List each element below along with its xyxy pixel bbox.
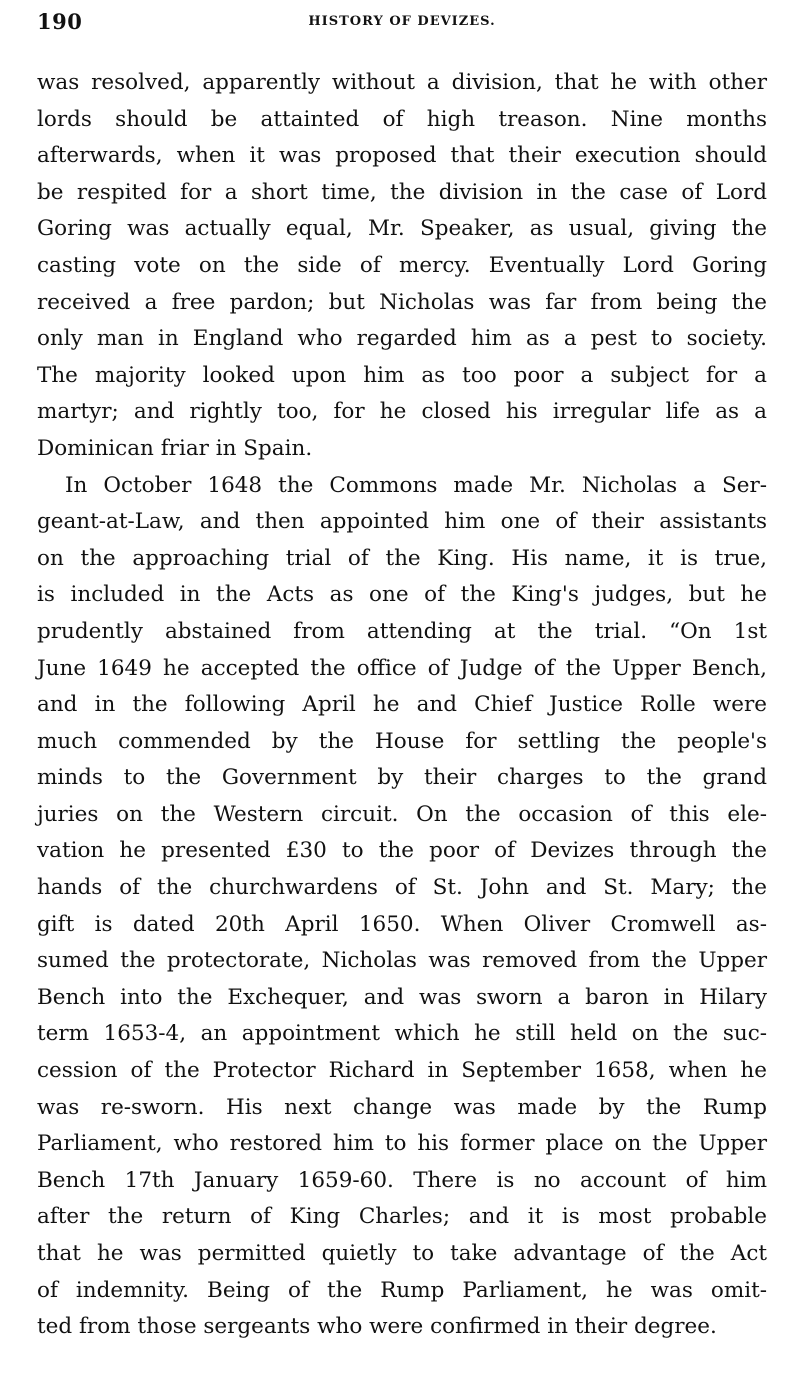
paragraph-1 [37, 65, 767, 468]
text-line: afterwards, when it was proposed that their execution should [37, 143, 767, 169]
text-line: cession of the Protector Richard in September 1658, when he [37, 1058, 767, 1084]
text-line: and in the following April he and Chief Justice Rolle were [37, 692, 767, 718]
page-number: 190 [37, 9, 83, 34]
text-line: Parliament, who restored him to his former place on the Upper [37, 1131, 767, 1157]
paragraph-2 [37, 468, 767, 1346]
text-line: term 1653-4, an appointment which he still held on the suc- [37, 1021, 767, 1047]
text-line: that he was permitted quietly to take advantage of the Act [37, 1241, 767, 1266]
text-line: sumed the protectorate, Nicholas was removed from the Upper [37, 948, 767, 974]
text-line: Bench into the Exchequer, and was sworn a baron in Hilary [37, 984, 767, 1010]
running-head [37, 0, 767, 44]
text-line: Dominican friar in Spain. [37, 435, 313, 461]
text-line: only man in England who regarded him as a pest to society. [37, 326, 767, 352]
text-line: geant-at-Law, and then appointed him one of their assistants [37, 509, 767, 535]
text-line: much commended by the House for settling the people's [37, 728, 767, 754]
text-line: of indemnity. Being of the Rump Parliament, he was omit- [37, 1277, 767, 1303]
text-line: The majority looked upon him as too poor a subject for a [37, 362, 767, 388]
text-line: martyr; and rightly too, for he closed his irregular life as a [37, 399, 767, 425]
text-line: Goring was actually equal, Mr. Speaker, as usual, giving the [37, 216, 767, 242]
text-line: minds to the Government by their charges to the grand [37, 765, 767, 791]
text-line: ted from those sergeants who were confirmed in their degree. [37, 1314, 717, 1340]
text-line: is included in the Acts as one of the King's judges, but he [37, 582, 767, 608]
text-line: vation he presented £30 to the poor of Devizes through the [37, 838, 767, 864]
body-text [37, 65, 767, 1346]
text-line: be respited for a short time, the division in the case of Lord [37, 179, 767, 205]
text-line: received a free pardon; but Nicholas was far from being the [37, 289, 767, 315]
running-title: HISTORY OF DEVIZES. [308, 14, 496, 29]
text-line: was resolved, apparently without a division, that he with other [37, 70, 767, 95]
text-line: on the approaching trial of the King. His name, it is true, [37, 545, 767, 571]
text-line: gift is dated 20th April 1650. When Oliver Cromwell as- [37, 911, 767, 937]
book-page [37, 0, 767, 1397]
text-line: casting vote on the side of mercy. Eventually Lord Goring [37, 252, 767, 278]
text-line: was re-sworn. His next change was made by the Rump [37, 1094, 767, 1120]
text-line: June 1649 he accepted the office of Judge of the Upper Bench, [37, 655, 767, 681]
text-line: lords should be attainted of high treason. Nine months [37, 106, 767, 132]
text-line: Bench 17th January 1659-60. There is no account of him [37, 1167, 767, 1193]
text-line: prudently abstained from attending at the trial. “On 1st [37, 618, 767, 644]
text-line: juries on the Western circuit. On the occasion of this ele- [37, 801, 767, 827]
text-line: hands of the churchwardens of St. John and St. Mary; the [37, 875, 767, 901]
text-line: In October 1648 the Commons made Mr. Nicholas a Ser- [65, 472, 767, 498]
text-line: after the return of King Charles; and it is most probable [37, 1204, 767, 1230]
